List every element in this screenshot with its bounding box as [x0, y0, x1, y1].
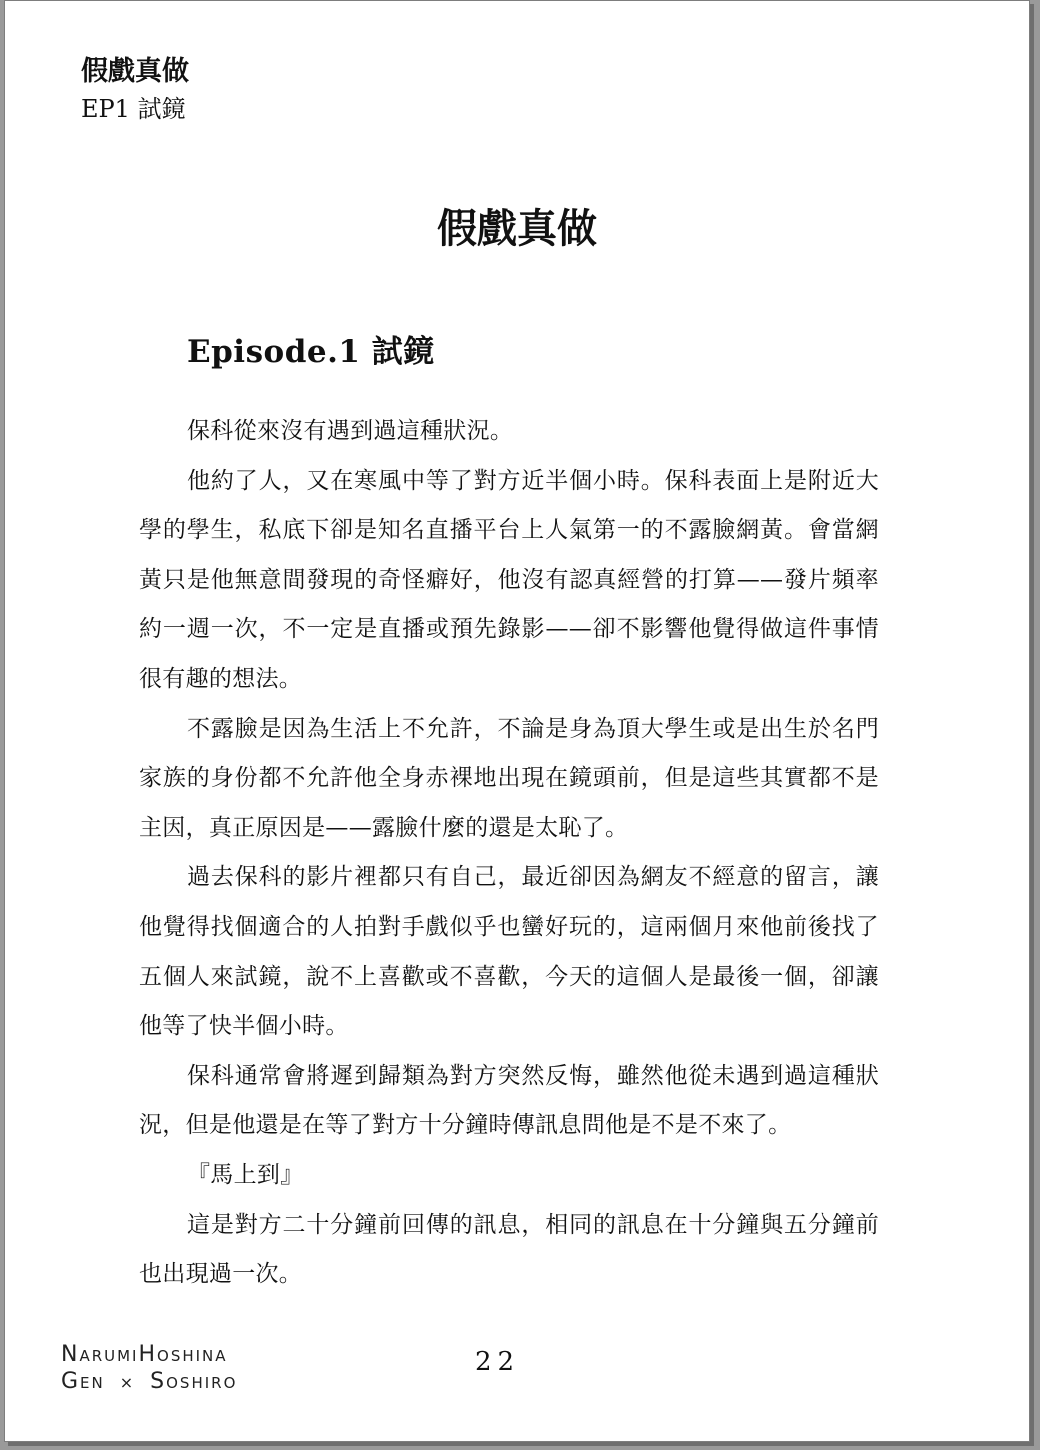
paragraph: 保科從來沒有遇到過這種狀況。 [187, 418, 514, 444]
body-text [139, 407, 879, 1300]
paragraph: 過去保科的影片裡都只有自己，最近卻因為網友不經意的留言，讓他覺得找個適合的人拍對手戲似乎也蠻好玩的，這兩個月來他前後找了五個人來試鏡，說不上喜歡或不喜歡，今天的這個人是最後一個，卻讓他等了快半個小時。 [139, 864, 879, 1040]
page-number: 22 [475, 1347, 521, 1377]
brand-line-1: NarumiHoshina [61, 1342, 228, 1367]
footer-brand [61, 1341, 237, 1396]
brand-line-2 [61, 1368, 237, 1396]
brand-cross: × [119, 1373, 136, 1392]
chapter-heading: Episode.1 試鏡 [187, 334, 435, 370]
paragraph: 保科通常會將遲到歸類為對方突然反悔，雖然他從未遇到過這種狀況，但是他還是在等了對方十分鐘時傳訊息問他是不是不來了。 [139, 1062, 879, 1139]
paragraph: 不露臉是因為生活上不允許，不論是身為頂大學生或是出生於名門家族的身份都不允許他全身赤裸地出現在鏡頭前，但是這些其實都不是主因，真正原因是——露臉什麼的還是太恥了。 [139, 715, 879, 841]
paragraph: 『馬上到』 [187, 1161, 304, 1188]
brand-name-right: Soshiro [150, 1369, 238, 1394]
paragraph: 他約了人，又在寒風中等了對方近半個小時。保科表面上是附近大學的學生，私底下卻是知名直播平台上人氣第一的不露臉網黃。會當網黃只是他無意間發現的奇怪癖好，他沒有認真經營的打算——發片頻率約一週一次，不一定是直播或預先錄影——卻不影響他覺得做這件事情很有趣的想法。 [139, 467, 879, 692]
running-header-episode: EP1 試鏡 [81, 95, 186, 123]
document-page [4, 0, 1030, 1442]
page-title: 假戲真做 [437, 206, 597, 252]
paragraph: 這是對方二十分鐘前回傳的訊息，相同的訊息在十分鐘與五分鐘前也出現過一次。 [139, 1211, 879, 1288]
brand-name-left: Gen [61, 1369, 105, 1394]
running-header-title: 假戲真做 [81, 56, 189, 87]
